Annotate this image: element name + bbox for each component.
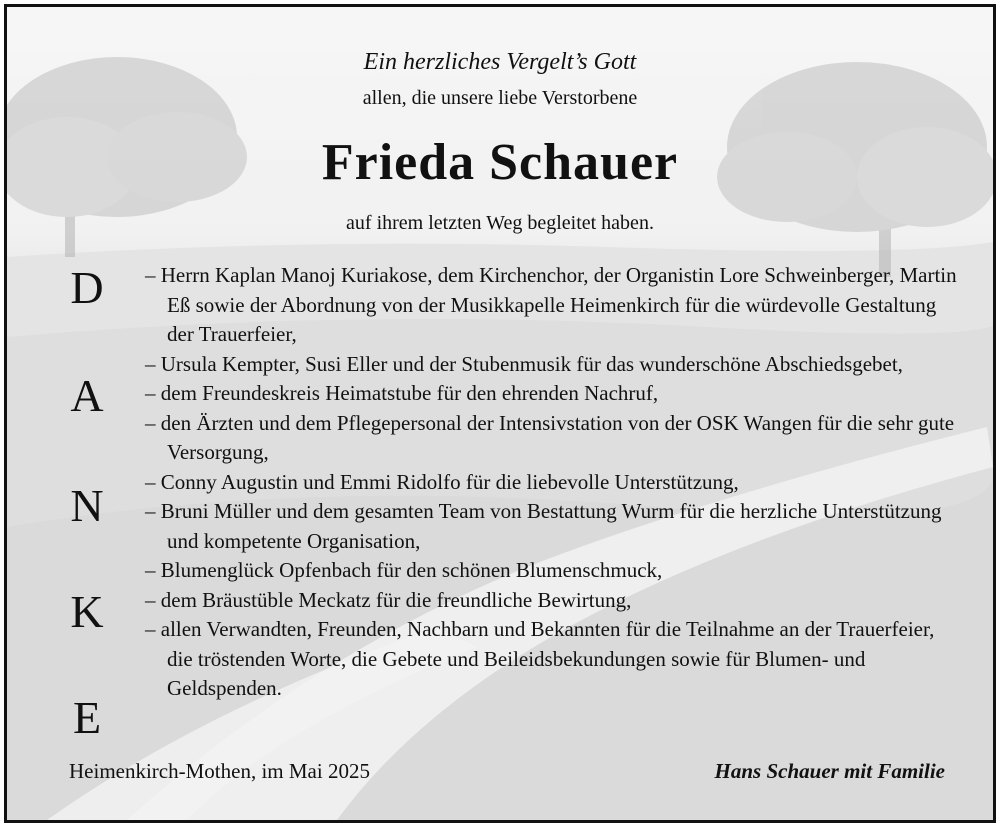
thanks-item: – Ursula Kempter, Susi Eller und der Stubenmusik für das wunderschöne Abschiedsgebet, [145, 351, 903, 376]
signature: Hans Schauer mit Familie [714, 759, 945, 783]
place-date: Heimenkirch-Mothen, im Mai 2025 [69, 759, 370, 783]
thanks-item: – allen Verwandten, Freunden, Nachbarn und Bekannten für die Teilnahme an der Trauerfeier, die tröstenden Worte, die Gebete und Beileidsbekundungen sowie für Blumen- und Geldspenden. [145, 617, 935, 700]
thanks-item: – dem Freundeskreis Heimatstube für den ehrenden Nachruf, [145, 381, 659, 405]
obituary-frame [4, 4, 996, 823]
danke-letter-e: E [72, 692, 102, 743]
danke-letter-d: D [70, 262, 104, 313]
intro-subline: allen, die unsere liebe Verstorbene [362, 87, 638, 109]
danke-letter-a: A [70, 370, 104, 421]
obituary-content [7, 7, 993, 820]
thanks-item: – den Ärzten und dem Pflegepersonal der Intensivstation von der OSK Wangen für die sehr gute Versorgung, [145, 410, 955, 464]
danke-letter-k: K [70, 586, 104, 637]
thanks-list [145, 261, 965, 704]
thanks-item: – Bruni Müller und dem gesamten Team von Bestattung Wurm für die herzliche Unterstützung und kompetente Organisation, [145, 499, 942, 553]
thanks-item: – dem Bräustüble Meckatz für die freundliche Bewirtung, [145, 587, 632, 612]
thanks-item: – Conny Augustin und Emmi Ridolfo für die liebevolle Unterstützung, [145, 469, 739, 494]
intro-closing: auf ihrem letzten Weg begleitet haben. [346, 212, 654, 234]
deceased-name: Frieda Schauer [321, 134, 679, 191]
intro-heading: Ein herzliches Vergelt’s Gott [363, 49, 637, 75]
danke-letter-n: N [70, 480, 104, 531]
thanks-item: – Blumenglück Opfenbach für den schönen Blumenschmuck, [145, 558, 663, 582]
thanks-item: – Herrn Kaplan Manoj Kuriakose, dem Kirchenchor, der Organistin Lore Schweinberger, Martin Eß sowie der Abordnung von der Musikkapelle Heimenkirch für die würdevolle Gestaltung der Trauerfeier, [145, 263, 957, 346]
